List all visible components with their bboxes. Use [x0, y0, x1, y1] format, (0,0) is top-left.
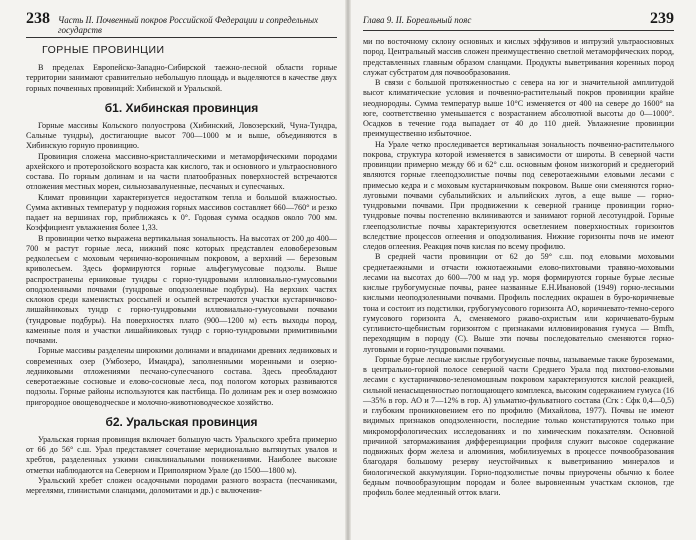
running-head-right — [363, 10, 674, 31]
running-head-title-right: Глава 9. II. Бореальный пояс — [363, 15, 472, 25]
page-number-right: 239 — [650, 10, 674, 27]
running-head-title-left: Часть II. Почвенный покров Российской Федерации и сопредельных государств — [58, 15, 319, 35]
right-page — [351, 0, 696, 540]
paragraph: На Урале четко проследивается вертикальная зональность почвенно-растительного покрова, структура которой изменяется в зависимости от широты. В северной части провинции примерно между 66 и 62° с.ш. основным фоном низкогорий и среднегорий являются горные глееподзолистые почвы под северотаежными еловыми лесами с примесью кедра и с моховым кустарничковым покровом. Выше они сменяются горно-луговыми почвами субальпийских и альпийских лугов, а еще выше — горно-тундровыми почвами. При продвижении к северной границе провинции горно-тундровые почвы постепенно вклиниваются и занимают горной лесотундрой. Горные глееподзолистые почвы характеризуются осветлением поверхностных горизонтов вследствие процессов оглеения и оподзоливания. Нижние горизонты почв не имеют следов оглеения. Реакция почв кислая по всему профилю. — [363, 139, 674, 251]
page-number-left: 238 — [26, 10, 50, 27]
paragraph: ми по восточному склону основных и кислых эффузивов и интрузий ультраосновных пород. Центральный массив сложен преимущественно светлой метаморфических пород, представленных главным образом сланцами. Продукты выветривания коренных пород служат субстратом для почвообразования. — [363, 37, 674, 77]
paragraph: Горные массивы Кольского полуострова (Хибинский, Ловозерский, Чуна-Тундра, Сальные тундры), достигающие высот 700—1000 м и выше, объединяются в Хибинскую горную провинцию. — [26, 120, 337, 151]
running-head-left — [26, 10, 337, 38]
paragraph: В средней части провинции от 62 до 59° с.ш. под еловыми моховыми среднетаежными и отчасти южнотаежными елово-пихтовыми травяно-моховыми лесами на высотах до 600—700 м над ур. моря формируются горные бурые лесные кислые грубогумусные почвы, ранее названные Е.Н.Ивановой (1949) горно-лесными кислыми неоподзоленными почвами. Профиль последних окрашен в буро-коричневые тона и состоит из подстилки, грубогумусового горизонта АО, коричневато-темно-серого гумусового горизонта А, сменяемого ржаво-охристым или коричневато-бурым суглинисто-щебнистым горизонтом с признаками иллювиирования гумуса — Bmfh, переходящим в породу (С). Выше эти почвы последовательно сменяются горно-луговыми и горно-тундровыми почвами. — [363, 252, 674, 354]
left-page — [0, 0, 345, 540]
intro-paragraph: В пределах Европейско-Западно-Сибирской таежно-лесной области горные территории занимают сравнительно небольшую площадь и выделяются в качестве двух горных почвенных провинций: Хибинской и Уральской. — [26, 63, 337, 93]
paragraph: Уральская горная провинция включает большую часть Уральского хребта примерно от 66 до 56° с.ш. Урал представляет сочетание меридионально вытянутых увалов и хребтов, разделенных узкими синклинальными понижениями. Наиболее высокие отметки наблюдаются на Северном и Приполярном Урале (до 1500—1800 м). — [26, 434, 337, 475]
paragraph: В связи с большой протяженностью с севера на юг и значительной амплитудой высот климатические условия и почвенно-растительный покров провинции крайне неоднородны. Сумма температур выше 10°С изменяется от 400 на севере до 1600° на юге, соответственно уменьшается с возрастанием абсолютной высоты до 0—1000°. Осадков в течение года выпадает от 40 до 110 дней. Увлажнение провинции преимущественно избыточное. — [363, 78, 674, 139]
paragraph: Горные бурые лесные кислые грубогумусные почвы, называемые также буроземами, в центрально-горной полосе северной части Среднего Урала под пихтово-еловыми лесами с кустарничково-зеленомошным покровом характеризуются кислой реакцией, сильной ненасыщенностью поглощающего комплекса, высоким содержанием гумуса (16—35% в гор. АО и 7—12% в гор. А) ульматно-фульватного состава (Сгк : Сфк 0,4—0,5) и глубоким проникновением его по профилю (Михайлова, 1977). Почвы не имеют видимых признаков оподзоленности, последние только констатируются только при микроморфологических исследованиях и по химическим показателям. Основной причиной затормаживания дифференциации профиля служит высокое содержание подвижных форм железа и алюминия, мобилизуемых в процессе почвообразования благодаря большому резерву неустойчивых к выветриванию минералов и биологической аккумуляции. Горно-подзолистые почвы приурочены обычно к более бедным почвообразующим породам и более выровненным участкам склонов, где профиль более медленный отток влаги. — [363, 354, 674, 497]
subheading-khibiny: б1. Хибинская провинция — [104, 100, 259, 115]
paragraph: Уральский хребет сложен осадочными породами разного возраста (песчаниками, мергелями, глинистыми сланцами, доломитами и др.) с включения- — [26, 475, 337, 495]
paragraph: Горные массивы разделены широкими долинами и впадинами древних ледниковых и современных озер (Умбозеро, Имандра), заполненными моренными и озерно-ледниковыми отложениями песчано-супесчаного состава. Здесь преобладают северотаежные сосновые и елово-сосновые леса, под пологом которых развиваются подзолы. Горные районы используются как пастбища. По долинам рек и озер возможно пригородное овощеводческое и молочно-животноводческое хозяйство. — [26, 346, 337, 407]
section-title: ГОРНЫЕ ПРОВИНЦИИ — [42, 44, 165, 56]
paragraph: Климат провинции характеризуется недостатком тепла и большой влажностью. Сумма активных температур у подножия горных массивов составляет 660—760° и резко падает на вершинах гор, приближаясь к 0°. Годовая сумма осадков около 700 мм. Коэффициент увлажнения более 1,33. — [26, 192, 337, 233]
subheading-ural: б2. Уральская провинция — [105, 414, 258, 429]
paragraph: Провинция сложена массивно-кристаллическими и метаморфическими породами архейского и протерозойского возраста как кислого, так и основного и ультраосновного состава. По горным долинам и на части платообразных поверхностей встречаются отложения местных морен, сильнозавалуненные, песчаных и супесчаных. — [26, 151, 337, 192]
paragraph: В провинции четко выражена вертикальная зональность. На высотах от 200 до 400—700 м растут горные леса, нижний пояс которых представлен еловоберезовым редколесьем с моховым чернично-вороничным покровом, а верхний — березовым криволесьем. Здесь формируются горные альфегумусовые подзолы. Выше распространены ерниковые тундры с горно-тундровыми иллювиально-гумусовыми оподзоленными почвами (тундровые оподзоленные подбуры). На верхних частях склонов среди каменистых россыпей и осыпей встречаются участки кустарничково-лишайниковых тундр с горно-тундровыми иллювиально-гумусовыми почвами (тундровые подбуры). На поверхностях плато (900—1200 м) есть выходы пород, каменные поля и участки лишайниковых тундр с горно-тундровыми примитивными почвами. — [26, 233, 337, 345]
